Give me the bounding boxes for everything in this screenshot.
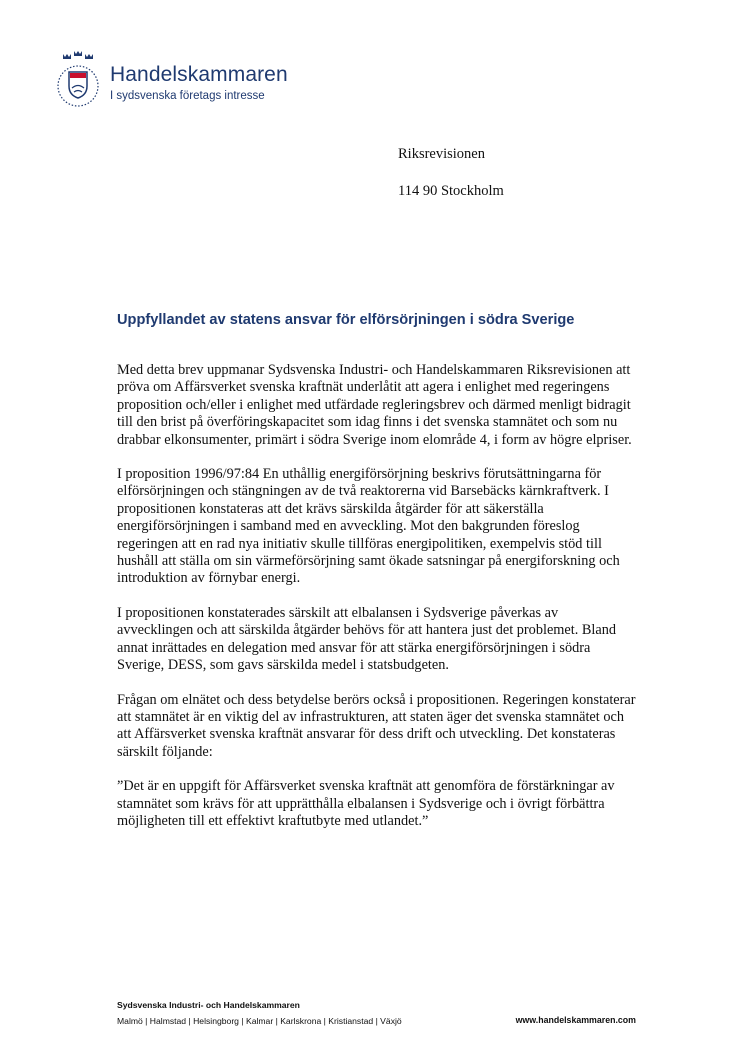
paragraph: Med detta brev uppmanar Sydsvenska Industri- och Handelskammaren Riksrevisionen att pröva om Affärsverket svenska kraftnät underlåtit att agera i enlighet med regeringens proposition och/eller i enlighet med utfärdade regleringsbrev och därmed menligt bidragit till den brist på överföringskapacitet som idag finns i det svenska stamnätet och som nu drabbar elkonsumenter, primärt i södra Sverige inom elområde 4, i form av högre elpriser. <box>117 362 632 448</box>
paragraph: Frågan om elnätet och dess betydelse berörs också i propositionen. Regeringen konstaterar att stamnätet är en viktig del av infrastrukturen, att staten äger det svenska stamnätet och att Affärsverket svenska kraftnät ansvarar för dess drift och utveckling. Det konstateras särskilt följande: <box>117 691 636 760</box>
brand-tagline: I sydsvenska företags intresse <box>110 90 265 102</box>
footer <box>117 1000 402 1026</box>
letter-body <box>117 362 637 847</box>
company-logo <box>52 50 312 112</box>
footer-org: Sydsvenska Industri- och Handelskammaren <box>117 1000 300 1010</box>
quote-paragraph: ”Det är en uppgift för Affärsverket svenska kraftnät att genomföra de förstärkningar av stamnätet som krävs för att upprätthålla elbalansen i Sydsverige och i övrigt förbättra möjligheten till ett effektivt kraftutbyte med utlandet.” <box>117 778 615 829</box>
paragraph: I propositionen konstaterades särskilt att elbalansen i Sydsverige påverkas av avvecklingen och att särskilda åtgärder behövs för att hantera just det problemet. Bland annat inrättades en delegation med ansvar för att stärka energiförsörjningen i södra Sverige, DESS, som gavs särskilda medel i statsbudgeten. <box>117 604 617 674</box>
paragraph: I proposition 1996/97:84 En uthållig energiförsörjning beskrivs förutsättningarna för elförsörjningen och stängningen av de två reaktorerna vid Barsebäcks kärnkraftverk. I propositionen konstateras att det krävs särskilda åtgärder för att säkerställa energiförsörjningen i samband med en avveckling. Mot den bakgrunden föreslog regeringen att en rad nya initiativ skulle tillföras energipolitiken, exempelvis stöd till hushåll att ställa om sin värmeförsörjning samt ökade satsningar på energiforskning och introduktion av förnybar energi. <box>117 466 620 587</box>
footer-website-link[interactable]: www.handelskammaren.com <box>515 1015 636 1025</box>
crest-icon <box>52 50 106 112</box>
footer-cities: Malmö | Halmstad | Helsingborg | Kalmar | Karlskrona | Kristianstad | Växjö <box>117 1016 402 1026</box>
brand-name: Handelskammaren <box>110 63 288 86</box>
recipient-name: Riksrevisionen <box>398 146 485 162</box>
recipient-block <box>398 144 504 201</box>
recipient-address: 114 90 Stockholm <box>398 183 504 199</box>
subject-heading: Uppfyllandet av statens ansvar för elförsörjningen i södra Sverige <box>117 312 575 328</box>
